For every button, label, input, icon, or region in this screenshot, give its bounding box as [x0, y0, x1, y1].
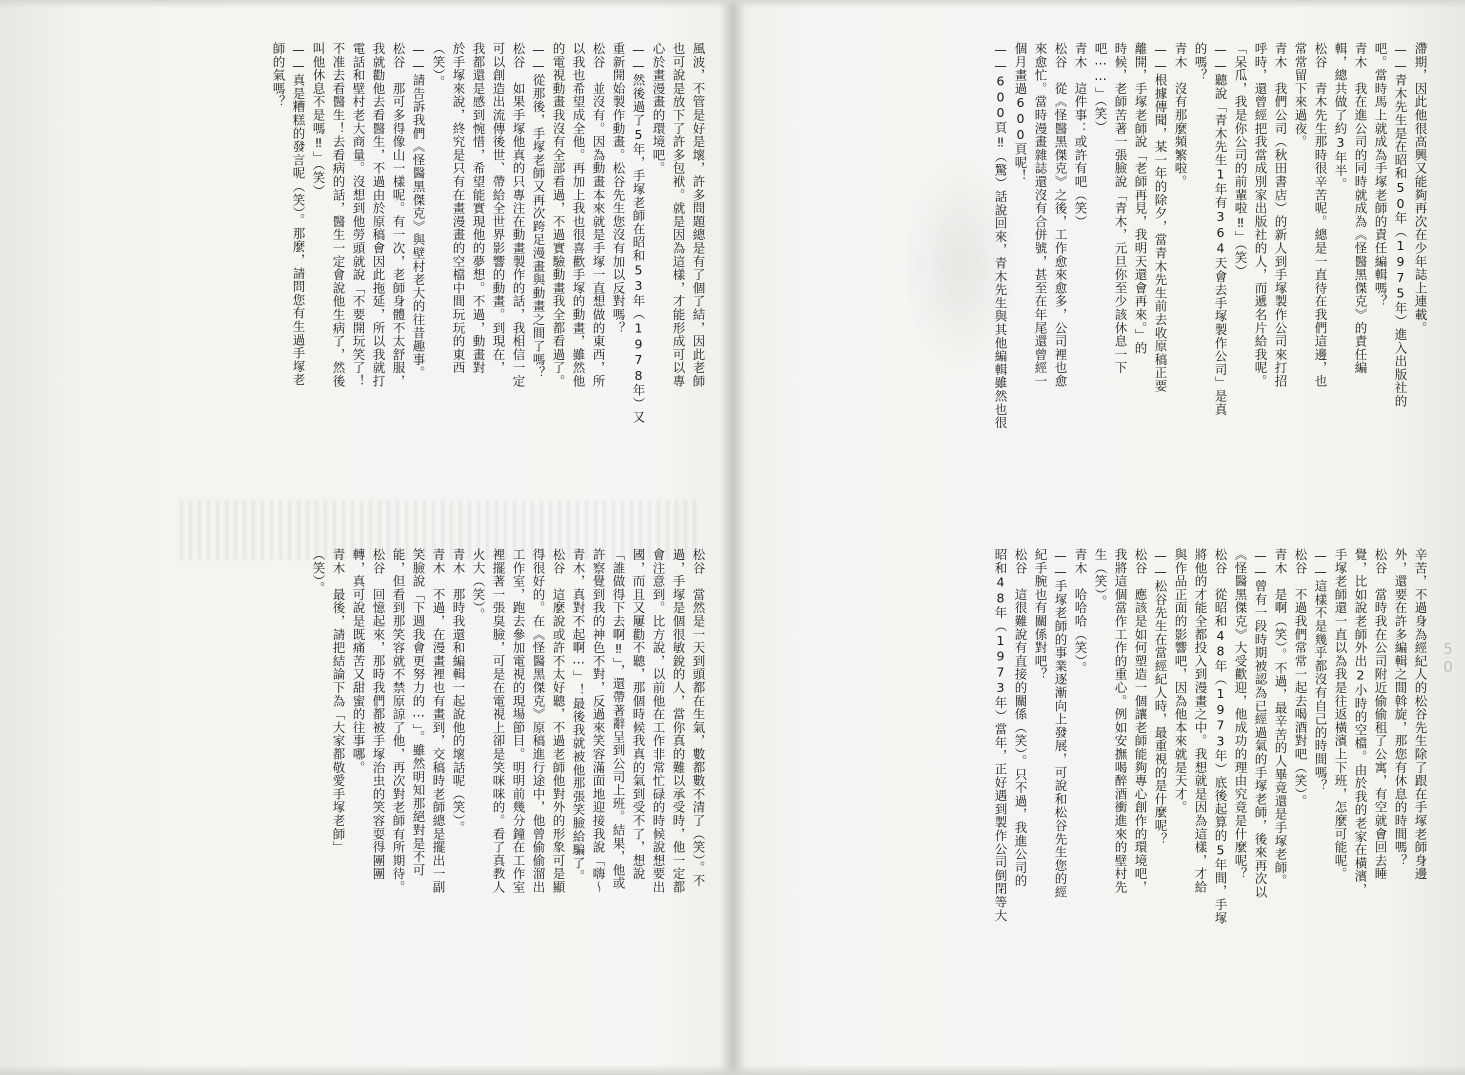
left-page-upper-text-block — [40, 42, 708, 512]
text-column: ——松谷先生在當經紀人時，最重視的是什麼呢？ — [1153, 548, 1168, 846]
text-column: 以我也希望成全他。再加上我也很喜歡手塚的動畫，雖然他 — [571, 42, 586, 388]
text-column: 火大（笑）。 — [471, 548, 486, 622]
text-column: 國，而且又屢勸不聽，那個時候我真的氣到受不了，想說 — [631, 548, 646, 881]
text-column: 松谷 當然是一天到頭都在生氣，數都數不清了（笑）。不 — [691, 548, 706, 888]
text-column: 離開，手塚老師說「老師再見，我明天還會再來。」的 — [1133, 42, 1148, 355]
text-column: 覺，比如說老師外出2小時的空檔。由於我的老家在橫濱， — [1353, 548, 1368, 897]
text-column: 松谷 青木先生那時很辛苦呢。總是一直待在我們這邊，也 — [1313, 42, 1328, 388]
text-column: 能，但看到那笑容就不禁原諒了他，再次對老師有所期待。 — [391, 548, 406, 894]
book-gutter-shadow — [720, 0, 746, 1075]
text-column: 會注意到。比方說，以前他在工作非常忙碌的時候說想要出 — [651, 548, 666, 894]
text-column: 常常留下來過夜。 — [1293, 42, 1308, 149]
text-column: 松谷 那可多得像山一樣呢。有一次，老師身體不太舒服， — [391, 42, 406, 388]
text-column: 「呆瓜，我是你公司的前輩啦‼」（笑） — [1233, 42, 1248, 278]
text-column: 青木 我在進公司的同時就成為《怪醫黑傑克》的責任編 — [1353, 42, 1368, 375]
text-column: 《怪醫黑傑克》大受歡迎，他成功的理由究竟是什麼呢？ — [1233, 548, 1248, 881]
text-column: 裡擺著一張臭臉，可是在電視上卻是笑咪咪的。看了真教人 — [491, 548, 506, 894]
text-column: 手塚老師還一直以為我是往返橫濱上下班，怎麼可能呢。 — [1333, 548, 1348, 881]
text-column: 青木 沒有那麼頻繁啦。 — [1173, 42, 1188, 189]
text-column: ——這樣不是幾乎都沒有自己的時間嗎？ — [1313, 548, 1328, 793]
text-column: ——聽說「青木先生1年有364天會去手塚製作公司」是真 — [1213, 42, 1228, 417]
text-column: 時候，老師苦著一張臉說「青木，元旦你至少該休息一下 — [1113, 42, 1128, 375]
text-column: 昭和48年（1973年）當年，正好遇到製作公司倒閉等大 — [993, 548, 1008, 923]
text-column: 我就勸他去看醫生，不過由於原稿會因此拖延，所以我就打 — [371, 42, 386, 388]
text-column: 生（笑）。 — [1093, 548, 1108, 609]
text-column: ——手塚老師的事業逐漸向上發展，可說和松谷先生您的經 — [1053, 548, 1068, 899]
text-column: （笑）。 — [431, 42, 446, 89]
text-column: 心於畫漫畫的環境吧。 — [651, 42, 666, 175]
text-column: 青木 是啊（笑）。不過，最辛苦的人畢竟還是手塚老師。 — [1273, 548, 1288, 888]
text-column: 松谷 不過我們常常一起去喝酒對吧（笑）。 — [1293, 548, 1308, 808]
text-column: 松谷 並沒有。因為動畫本來就是手塚一直想做的東西，所 — [591, 42, 606, 388]
text-column: 松谷 應該是如何塑造一個讓老師能夠專心創作的環境吧， — [1133, 548, 1148, 894]
page-edge-top — [0, 0, 1465, 8]
text-column: 笑臉說「下週我會更努力的⋯」。雖然明知那絕對是不可 — [411, 548, 426, 877]
text-column: 「誰做得下去啊‼」，還帶著辭呈到公司上班。結果，他或 — [611, 548, 626, 891]
text-column: 紀手腕也有關係對吧？ — [1033, 548, 1048, 681]
text-column: 松谷 回憶起來，那時我們都被手塚治虫的笑容耍得團團 — [371, 548, 386, 881]
text-column: 松谷 這麼說或許不太好聽，不過老師他對外的形象可是顯 — [551, 548, 566, 894]
text-column: 青木 我們公司（秋田書店）的新人到手塚製作公司來打招 — [1273, 42, 1288, 388]
text-column: 來愈忙。當時漫畫雜誌還沒有合併號，甚至在年尾還曾經一 — [1033, 42, 1048, 388]
text-column: 將他的才能全都投入到漫畫之中。我想就是因為這樣，才給 — [1193, 548, 1208, 894]
text-column: 青木 哈哈哈（笑）。 — [1073, 548, 1088, 675]
text-column: 我將這個當作工作的重心。例如安撫喝醉酒衝進來的壁村先 — [1113, 548, 1128, 894]
left-page-lower-text-block — [72, 548, 708, 1028]
text-column: 松谷 如果手塚他真的只專注在動畫製作的話，我相信一定 — [511, 42, 526, 388]
text-column: ——根據傳聞，某一年的除夕，當青木先生前去收原稿正要 — [1153, 42, 1168, 393]
text-column: 松谷 這很難說有直接的關係（笑）。只不過，我進公司的 — [1013, 548, 1028, 888]
text-column: 電話和壁村老大商量。沒想到他勞頭就說「不要開玩笑了！ — [351, 42, 366, 388]
text-column: 吧⋯⋯」（笑） — [1093, 42, 1108, 134]
text-column: ——真是糟糕的發言呢（笑）。那麼，請問您有生過手塚老 — [291, 42, 306, 387]
text-column: ——曾有一段時期被認為已經過氣的手塚老師，後來再次以 — [1253, 548, 1268, 899]
text-column: （笑）。 — [311, 548, 326, 595]
text-column: ——青木先生是在昭和50年（1975年）進入出版社的 — [1393, 42, 1408, 408]
text-column: ——請告訴我們《怪醫黑傑克》與壁村老大的往昔趣事。 — [411, 42, 426, 380]
text-column: 青木 最後，請把結論下為「大家都敬愛手塚老師」 — [331, 548, 346, 854]
text-column: 轉，真可說是既痛苦又甜蜜的往事哪。 — [351, 548, 366, 775]
text-column: 青木 這件事：或許有吧（笑） — [1073, 42, 1088, 229]
text-column: 師的氣嗎？ — [271, 42, 286, 109]
text-column: 工作室，跑去參加電視的現場節目。明明前幾分鐘在工作室 — [511, 548, 526, 894]
text-column: 得很好的。在《怪醫黑傑克》原稿進行途中，他曾偷偷溜出 — [531, 548, 546, 894]
text-column: 不准去看醫生！去看病的話，醫生一定會說他生病了，然後 — [331, 42, 346, 388]
text-column: ——從那後，手塚老師又再次跨足漫畫與動畫之間了嗎？ — [531, 42, 546, 380]
text-column: 個月畫過600頁呢！ — [1013, 42, 1028, 183]
right-page-lower-text-block — [790, 548, 1430, 1028]
right-page-upper-text-block — [762, 42, 1430, 512]
text-column: 的嗎？ — [1193, 42, 1208, 82]
text-column: 外，還要在許多編輯之間斡旋，那您有休息的時間嗎？ — [1393, 548, 1408, 868]
text-column: 呼時，還曾經把我當成別家出版社的人，而遞名片給我呢。 — [1253, 42, 1268, 388]
text-column: 許察覺到我的神色不對，反過來笑容滿面地迎接我說「嗨～ — [591, 548, 606, 894]
text-column: ——600頁‼（驚）話說回來，青木先生與其他編輯雖然也很 — [993, 42, 1008, 430]
text-column: 與作品正面的影響吧，因為他本來就是天才。 — [1173, 548, 1188, 814]
text-column: 也可說是放下了許多包袱。就是因為這樣，才能形成可以專 — [671, 42, 686, 388]
page-edge-bottom — [0, 1065, 1465, 1075]
text-column: 青木，真對不起啊⋯」！最後我就被他那張笑臉給騙了。 — [571, 548, 586, 883]
text-column: 過，手塚是個很敏銳的人，當你真的難以承受時，他一定都 — [671, 548, 686, 894]
text-column: 的電視動畫我沒有全部看過，不過實驗動畫我全都看過了。 — [551, 42, 566, 388]
text-column: 叫他休息不是嗎‼」（笑） — [311, 42, 326, 198]
text-column: ——然後過了5年，手塚老師在昭和53年（1978年）又 — [631, 42, 646, 424]
text-column: 於手塚來說，終究是只有在畫漫畫的空檔中間玩玩的東西 — [451, 42, 466, 375]
text-column: 我都還是感到惋惜，希望能實現他的夢想。不過，動畫對 — [471, 42, 486, 375]
text-column: 可以創造出流傳後世、帶給全世界影響的動畫。到現在， — [491, 42, 506, 375]
text-column: 重新開始製作動畫。松谷先生您沒有加以反對嗎？ — [611, 42, 626, 335]
text-column: 吧。當時馬上就成為手塚老師的責任編輯嗎？ — [1373, 42, 1388, 308]
text-column: 松谷 從昭和48年（1973年）底後起算的5年間，手塚 — [1213, 548, 1228, 925]
text-column: 輯，總共做了約3年半。 — [1333, 42, 1348, 191]
text-column: 松谷 從《怪醫黑傑克》之後，工作愈來愈多，公司裡也愈 — [1053, 42, 1068, 388]
text-column: 滯期，因此他很高興又能夠再次在少年誌上連載。 — [1413, 42, 1428, 335]
text-column: 松谷 當時我在公司附近偷偷租了公寓，有空就會回去睡 — [1373, 548, 1388, 881]
text-column: 風波，不管是好是壞，許多問題總是有了個了結，因此老師 — [691, 42, 706, 388]
text-column: 辛苦，不過身為經紀人的松谷先生除了跟在手塚老師身邊 — [1413, 548, 1428, 881]
text-column: 青木 那時我還和編輯一起說他的壞話呢（笑）。 — [451, 548, 466, 835]
text-column: 青木 不過，在漫畫裡也有畫到，交稿時老師總是擺出一副 — [431, 548, 446, 894]
page-number: 50 — [1439, 640, 1457, 676]
